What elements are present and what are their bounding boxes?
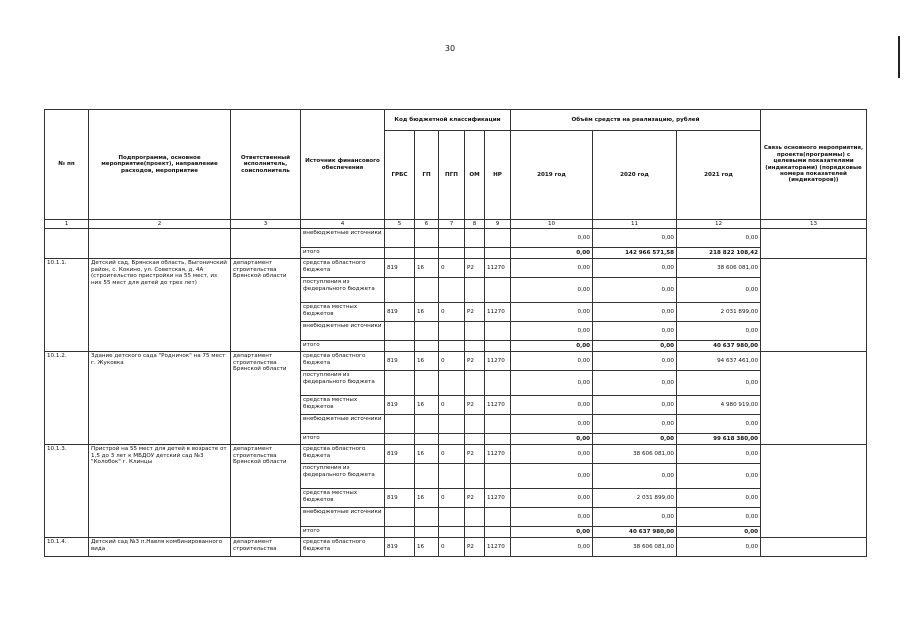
code-pgp: 0 — [439, 303, 465, 322]
amount-y2021: 38 606 081,00 — [677, 259, 761, 278]
code-pgp — [439, 415, 465, 434]
code-pgp: 0 — [439, 538, 465, 557]
amount-y2019: 0,00 — [511, 508, 593, 527]
code-pgp — [439, 527, 465, 538]
amount-y2019: 0,00 — [511, 322, 593, 341]
source-cell: внебюджетные источники — [301, 322, 385, 341]
code-grbs: 819 — [385, 352, 415, 371]
source-cell: внебюджетные источники — [301, 229, 385, 248]
code-np — [485, 508, 511, 527]
link-cell — [761, 538, 867, 557]
code-grbs — [385, 371, 415, 396]
amount-y2020: 0,00 — [593, 259, 677, 278]
amount-y2019: 0,00 — [511, 527, 593, 538]
item-responsible: департамент строительства Брянской области — [231, 259, 301, 352]
amount-y2019: 0,00 — [511, 229, 593, 248]
code-om: P2 — [465, 489, 485, 508]
amount-y2021: 94 637 461,00 — [677, 352, 761, 371]
amount-y2019: 0,00 — [511, 371, 593, 396]
code-np: 11270 — [485, 489, 511, 508]
code-np — [485, 371, 511, 396]
amount-y2020: 0,00 — [593, 341, 677, 352]
code-cell — [415, 229, 439, 248]
code-om: P2 — [465, 396, 485, 415]
source-cell: поступления из федерального бюджета — [301, 464, 385, 489]
header-2021: 2021 год — [677, 131, 761, 220]
code-pgp — [439, 322, 465, 341]
header-pgp: ПГП — [439, 131, 465, 220]
code-om: P2 — [465, 303, 485, 322]
source-cell: средства областного бюджета — [301, 259, 385, 278]
code-gp — [415, 464, 439, 489]
code-np: 11270 — [485, 259, 511, 278]
amount-y2021: 218 822 108,42 — [677, 248, 761, 259]
code-gp: 16 — [415, 489, 439, 508]
amount-y2019: 0,00 — [511, 259, 593, 278]
item-name: Пристрой на 55 мест для детей в возрасте от 1,5 до 3 лет к МБДОУ детский сад №3 "Колобок" г. Клинцы — [89, 445, 231, 538]
amount-y2020: 0,00 — [593, 371, 677, 396]
link-cell — [761, 229, 867, 259]
code-grbs: 819 — [385, 303, 415, 322]
code-pgp — [439, 371, 465, 396]
row-number-cell — [45, 229, 89, 259]
code-np — [485, 278, 511, 303]
code-cell — [439, 229, 465, 248]
code-gp — [415, 434, 439, 445]
code-gp — [415, 371, 439, 396]
table-row — [45, 352, 867, 371]
amount-y2021: 0,00 — [677, 371, 761, 396]
scan-edge-mark — [898, 36, 900, 78]
header-link: Связь основного мероприятия, проекта(программы) с целевыми показателями (индикаторами) (порядковые номера показателей (индикаторов)) — [761, 110, 867, 220]
header-num: № пп — [45, 110, 89, 220]
code-cell — [485, 248, 511, 259]
code-om — [465, 278, 485, 303]
link-cell — [761, 445, 867, 538]
code-grbs: 819 — [385, 259, 415, 278]
item-responsible: департамент строительства — [231, 538, 301, 557]
source-cell: итого — [301, 527, 385, 538]
item-responsible: департамент строительства Брянской области — [231, 445, 301, 538]
code-gp — [415, 322, 439, 341]
amount-y2021: 40 637 980,00 — [677, 341, 761, 352]
column-number: 11 — [593, 220, 677, 229]
code-gp: 16 — [415, 352, 439, 371]
code-gp — [415, 278, 439, 303]
header-2020: 2020 год — [593, 131, 677, 220]
header-source: Источник финансового обеспечения — [301, 110, 385, 220]
amount-y2019: 0,00 — [511, 352, 593, 371]
code-pgp: 0 — [439, 352, 465, 371]
code-pgp: 0 — [439, 489, 465, 508]
column-number: 8 — [465, 220, 485, 229]
amount-y2020: 0,00 — [593, 322, 677, 341]
code-np — [485, 434, 511, 445]
code-gp: 16 — [415, 303, 439, 322]
amount-y2021: 0,00 — [677, 229, 761, 248]
code-gp — [415, 527, 439, 538]
source-cell: поступления из федерального бюджета — [301, 278, 385, 303]
code-om — [465, 434, 485, 445]
amount-y2021: 0,00 — [677, 464, 761, 489]
code-cell — [385, 229, 415, 248]
amount-y2021: 99 618 380,00 — [677, 434, 761, 445]
header-budget-codes: Код бюджетной классификации — [385, 110, 511, 131]
code-gp — [415, 341, 439, 352]
code-np — [485, 341, 511, 352]
amount-y2020: 0,00 — [593, 415, 677, 434]
code-gp: 16 — [415, 259, 439, 278]
header-om: ОМ — [465, 131, 485, 220]
code-grbs — [385, 527, 415, 538]
item-name: Детский сад, Брянская область, Выгоничский район, с. Кокино, ул. Советская, д. 4А (строительство пристройки на 55 мест, из них 55 мест для детей до трех лет) — [89, 259, 231, 352]
amount-y2020: 0,00 — [593, 464, 677, 489]
column-numbers-row — [45, 220, 867, 229]
code-pgp: 0 — [439, 396, 465, 415]
amount-y2020: 0,00 — [593, 278, 677, 303]
code-grbs — [385, 464, 415, 489]
code-om — [465, 415, 485, 434]
amount-y2021: 0,00 — [677, 445, 761, 464]
code-np — [485, 322, 511, 341]
amount-y2020: 0,00 — [593, 303, 677, 322]
column-number: 2 — [89, 220, 231, 229]
amount-y2021: 0,00 — [677, 489, 761, 508]
code-grbs: 819 — [385, 489, 415, 508]
code-pgp — [439, 464, 465, 489]
amount-y2020: 2 031 899,00 — [593, 489, 677, 508]
table-row — [45, 538, 867, 557]
code-grbs: 819 — [385, 396, 415, 415]
header-funds: Объём средств на реализацию, рублей — [511, 110, 761, 131]
column-number: 13 — [761, 220, 867, 229]
amount-y2021: 0,00 — [677, 415, 761, 434]
code-pgp — [439, 278, 465, 303]
row-responsible-cell — [231, 229, 301, 259]
header-grbs: ГРБС — [385, 131, 415, 220]
item-number: 10.1.1. — [45, 259, 89, 352]
header-np: НР — [485, 131, 511, 220]
amount-y2019: 0,00 — [511, 303, 593, 322]
source-cell: средства местных бюджетов — [301, 396, 385, 415]
amount-y2021: 0,00 — [677, 322, 761, 341]
amount-y2020: 40 637 980,00 — [593, 527, 677, 538]
code-pgp — [439, 508, 465, 527]
table-row — [45, 229, 867, 248]
code-cell — [465, 248, 485, 259]
code-om — [465, 527, 485, 538]
code-gp: 16 — [415, 445, 439, 464]
amount-y2019: 0,00 — [511, 434, 593, 445]
amount-y2021: 0,00 — [677, 508, 761, 527]
amount-y2020: 0,00 — [593, 434, 677, 445]
code-gp: 16 — [415, 538, 439, 557]
code-om: P2 — [465, 538, 485, 557]
column-number: 3 — [231, 220, 301, 229]
column-number: 12 — [677, 220, 761, 229]
budget-table — [44, 109, 867, 557]
code-np — [485, 527, 511, 538]
amount-y2021: 4 980 919,00 — [677, 396, 761, 415]
amount-y2021: 0,00 — [677, 527, 761, 538]
amount-y2020: 0,00 — [593, 352, 677, 371]
code-grbs — [385, 278, 415, 303]
amount-y2019: 0,00 — [511, 248, 593, 259]
item-name: Здание детского сада "Родничок" на 75 мест г. Жуковка — [89, 352, 231, 445]
code-cell — [385, 248, 415, 259]
source-cell: внебюджетные источники — [301, 415, 385, 434]
column-number: 9 — [485, 220, 511, 229]
column-number: 6 — [415, 220, 439, 229]
amount-y2020: 0,00 — [593, 229, 677, 248]
amount-y2019: 0,00 — [511, 445, 593, 464]
source-cell: средства областного бюджета — [301, 538, 385, 557]
row-name-cell — [89, 229, 231, 259]
amount-y2019: 0,00 — [511, 278, 593, 303]
code-np: 11270 — [485, 396, 511, 415]
column-number: 4 — [301, 220, 385, 229]
item-number: 10.1.4. — [45, 538, 89, 557]
amount-y2019: 0,00 — [511, 396, 593, 415]
link-cell — [761, 352, 867, 445]
amount-y2020: 0,00 — [593, 396, 677, 415]
header-2019: 2019 год — [511, 131, 593, 220]
code-np: 11270 — [485, 303, 511, 322]
code-gp: 16 — [415, 396, 439, 415]
link-cell — [761, 259, 867, 352]
amount-y2021: 0,00 — [677, 538, 761, 557]
code-grbs — [385, 434, 415, 445]
source-cell: итого — [301, 341, 385, 352]
source-cell: средства местных бюджетов — [301, 489, 385, 508]
amount-y2020: 38 606 081,00 — [593, 538, 677, 557]
code-pgp: 0 — [439, 259, 465, 278]
code-pgp — [439, 434, 465, 445]
column-number: 7 — [439, 220, 465, 229]
code-gp — [415, 508, 439, 527]
header-gp: ГП — [415, 131, 439, 220]
code-pgp: 0 — [439, 445, 465, 464]
code-grbs: 819 — [385, 538, 415, 557]
code-grbs — [385, 415, 415, 434]
source-cell: итого — [301, 248, 385, 259]
code-om — [465, 508, 485, 527]
amount-y2020: 142 966 571,58 — [593, 248, 677, 259]
code-np — [485, 415, 511, 434]
amount-y2021: 2 031 899,00 — [677, 303, 761, 322]
source-cell: средства местных бюджетов — [301, 303, 385, 322]
code-cell — [415, 248, 439, 259]
code-np: 11270 — [485, 445, 511, 464]
code-grbs — [385, 341, 415, 352]
header-responsible: Ответственный исполнитель, соисполнитель — [231, 110, 301, 220]
code-grbs — [385, 508, 415, 527]
code-pgp — [439, 341, 465, 352]
column-number: 5 — [385, 220, 415, 229]
code-cell — [485, 229, 511, 248]
item-responsible: департамент строительства Брянской области — [231, 352, 301, 445]
amount-y2019: 0,00 — [511, 538, 593, 557]
amount-y2021: 0,00 — [677, 278, 761, 303]
source-cell: внебюджетные источники — [301, 508, 385, 527]
code-np: 11270 — [485, 352, 511, 371]
code-grbs — [385, 322, 415, 341]
code-om — [465, 322, 485, 341]
code-cell — [439, 248, 465, 259]
table-row — [45, 445, 867, 464]
header-program: Подпрограмма, основное мероприятие(проект), направление расходов, мероприятие — [89, 110, 231, 220]
item-number: 10.1.3. — [45, 445, 89, 538]
code-om — [465, 371, 485, 396]
code-om: P2 — [465, 259, 485, 278]
code-cell — [465, 229, 485, 248]
code-om — [465, 341, 485, 352]
amount-y2020: 0,00 — [593, 508, 677, 527]
code-om: P2 — [465, 352, 485, 371]
table-row — [45, 259, 867, 278]
source-cell: средства областного бюджета — [301, 352, 385, 371]
item-name: Детский сад №3 п.Навля комбинированного вида — [89, 538, 231, 557]
page-number: 30 — [444, 44, 456, 53]
column-number: 10 — [511, 220, 593, 229]
source-cell: итого — [301, 434, 385, 445]
amount-y2020: 38 606 081,00 — [593, 445, 677, 464]
code-om — [465, 464, 485, 489]
column-number: 1 — [45, 220, 89, 229]
code-gp — [415, 415, 439, 434]
source-cell: поступления из федерального бюджета — [301, 371, 385, 396]
amount-y2019: 0,00 — [511, 489, 593, 508]
amount-y2019: 0,00 — [511, 415, 593, 434]
amount-y2019: 0,00 — [511, 341, 593, 352]
amount-y2019: 0,00 — [511, 464, 593, 489]
item-number: 10.1.2. — [45, 352, 89, 445]
source-cell: средства областного бюджета — [301, 445, 385, 464]
code-np: 11270 — [485, 538, 511, 557]
code-grbs: 819 — [385, 445, 415, 464]
code-om: P2 — [465, 445, 485, 464]
code-np — [485, 464, 511, 489]
